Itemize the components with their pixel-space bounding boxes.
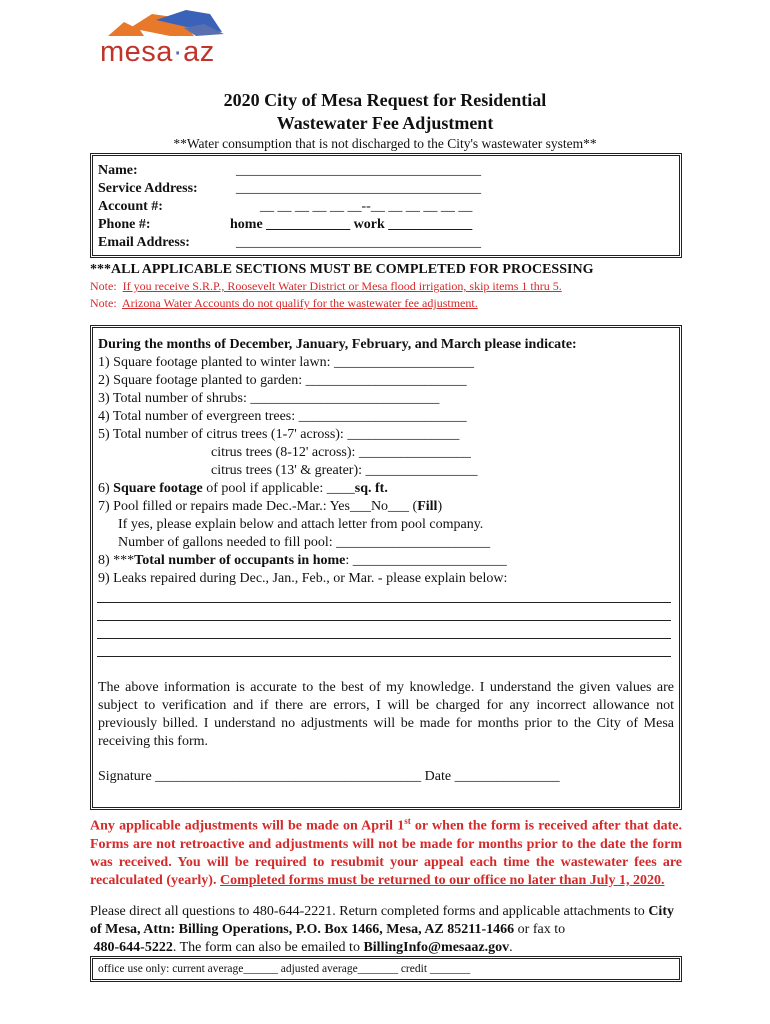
required-notice: ***ALL APPLICABLE SECTIONS MUST BE COMPLETED FOR PROCESSING: [90, 262, 594, 277]
signature-line[interactable]: Signature ______________________________________ Date _______________: [98, 769, 560, 784]
name-field[interactable]: ___________________________________: [236, 163, 481, 178]
form-title-line1: 2020 City of Mesa Request for Residential: [223, 90, 547, 110]
service-address-field[interactable]: ___________________________________: [236, 181, 481, 196]
explain-line-4[interactable]: [97, 656, 671, 657]
item-winter-lawn[interactable]: 1) Square footage planted to winter lawn: ____________________: [98, 355, 474, 370]
item-shrubs[interactable]: 3) Total number of shrubs: ___________________________: [98, 391, 440, 406]
account-label: Account #:: [98, 199, 163, 214]
note-irrigation: Note: If you receive S.R.P., Roosevelt Water District or Mesa flood irrigation, skip items 1 thru 5.: [90, 279, 562, 293]
email-label: Email Address:: [98, 235, 190, 250]
name-label: Name:: [98, 163, 138, 178]
explain-line-2[interactable]: [97, 620, 671, 621]
item-pool-gallons[interactable]: Number of gallons needed to fill pool: ______________________: [118, 535, 491, 550]
contact-instructions: Please direct all questions to 480-644-2221. Return completed forms and applicable attachments to City of Mesa, Attn: Billing Operations, P.O. Box 1466, Mesa, AZ 85211-1466 or fax to 480-644-5222. The form can also be emailed to BillingInfo@mesaaz.gov.: [90, 904, 674, 955]
note-arizona-water: Note: Arizona Water Accounts do not qualify for the wastewater fee adjustment.: [90, 296, 478, 310]
item-citrus-small[interactable]: 5) Total number of citrus trees (1-7' across): ________________: [98, 427, 460, 442]
item-pool-footage[interactable]: 6) Square footage of pool if applicable: ____sq. ft.: [98, 481, 388, 496]
explain-line-1[interactable]: [97, 602, 671, 603]
item-occupants[interactable]: 8) ***Total number of occupants in home: ______________________: [98, 553, 507, 568]
item-evergreen-trees[interactable]: 4) Total number of evergreen trees: ________________________: [98, 409, 467, 424]
email-field[interactable]: ___________________________________: [236, 235, 481, 250]
form-title-line2: Wastewater Fee Adjustment: [276, 113, 494, 133]
phone-label: Phone #:: [98, 217, 151, 232]
logo-wordmark: mesa·az: [100, 36, 215, 68]
item-citrus-medium[interactable]: citrus trees (8-12' across): ________________: [211, 445, 471, 460]
form-subtitle: **Water consumption that is not discharged to the City's wastewater system**: [173, 136, 597, 151]
office-use-text: office use only: current average______ adjusted average_______ credit _______: [98, 963, 471, 975]
item-pool-explain: If yes, please explain below and attach letter from pool company.: [118, 517, 484, 532]
item-pool-filled[interactable]: 7) Pool filled or repairs made Dec.-Mar.: Yes___No___ (Fill): [98, 499, 443, 514]
item-citrus-large[interactable]: citrus trees (13' & greater): ________________: [211, 463, 478, 478]
phone-field[interactable]: home ____________ work ____________: [230, 217, 473, 232]
adjustment-notice: Any applicable adjustments will be made on April 1st or when the form is received after that date. Forms are not retroactive and adjustments will not be made for months prior to the date the form was received. You will be required to resubmit your appeal each time the wastewater fees are recalculated (yearly). Completed forms must be returned to our office no later than July 1, 2020.: [90, 816, 682, 888]
account-field[interactable]: __ __ __ __ __ __--__ __ __ __ __ __: [260, 199, 473, 214]
item-garden[interactable]: 2) Square footage planted to garden: _______________________: [98, 373, 467, 388]
service-address-label: Service Address:: [98, 181, 198, 196]
certification-text: The above information is accurate to the best of my knowledge. I understand the given values are subject to verification and if there are errors, I will be charged for any incorrect allowance not previously billed. I understand no adjustments will be made for months prior to the City of Mesa receiving this form.: [98, 680, 674, 749]
explain-line-3[interactable]: [97, 638, 671, 639]
months-header: During the months of December, January, February, and March please indicate:: [98, 337, 577, 352]
item-leaks: 9) Leaks repaired during Dec., Jan., Feb., or Mar. - please explain below:: [98, 571, 508, 586]
